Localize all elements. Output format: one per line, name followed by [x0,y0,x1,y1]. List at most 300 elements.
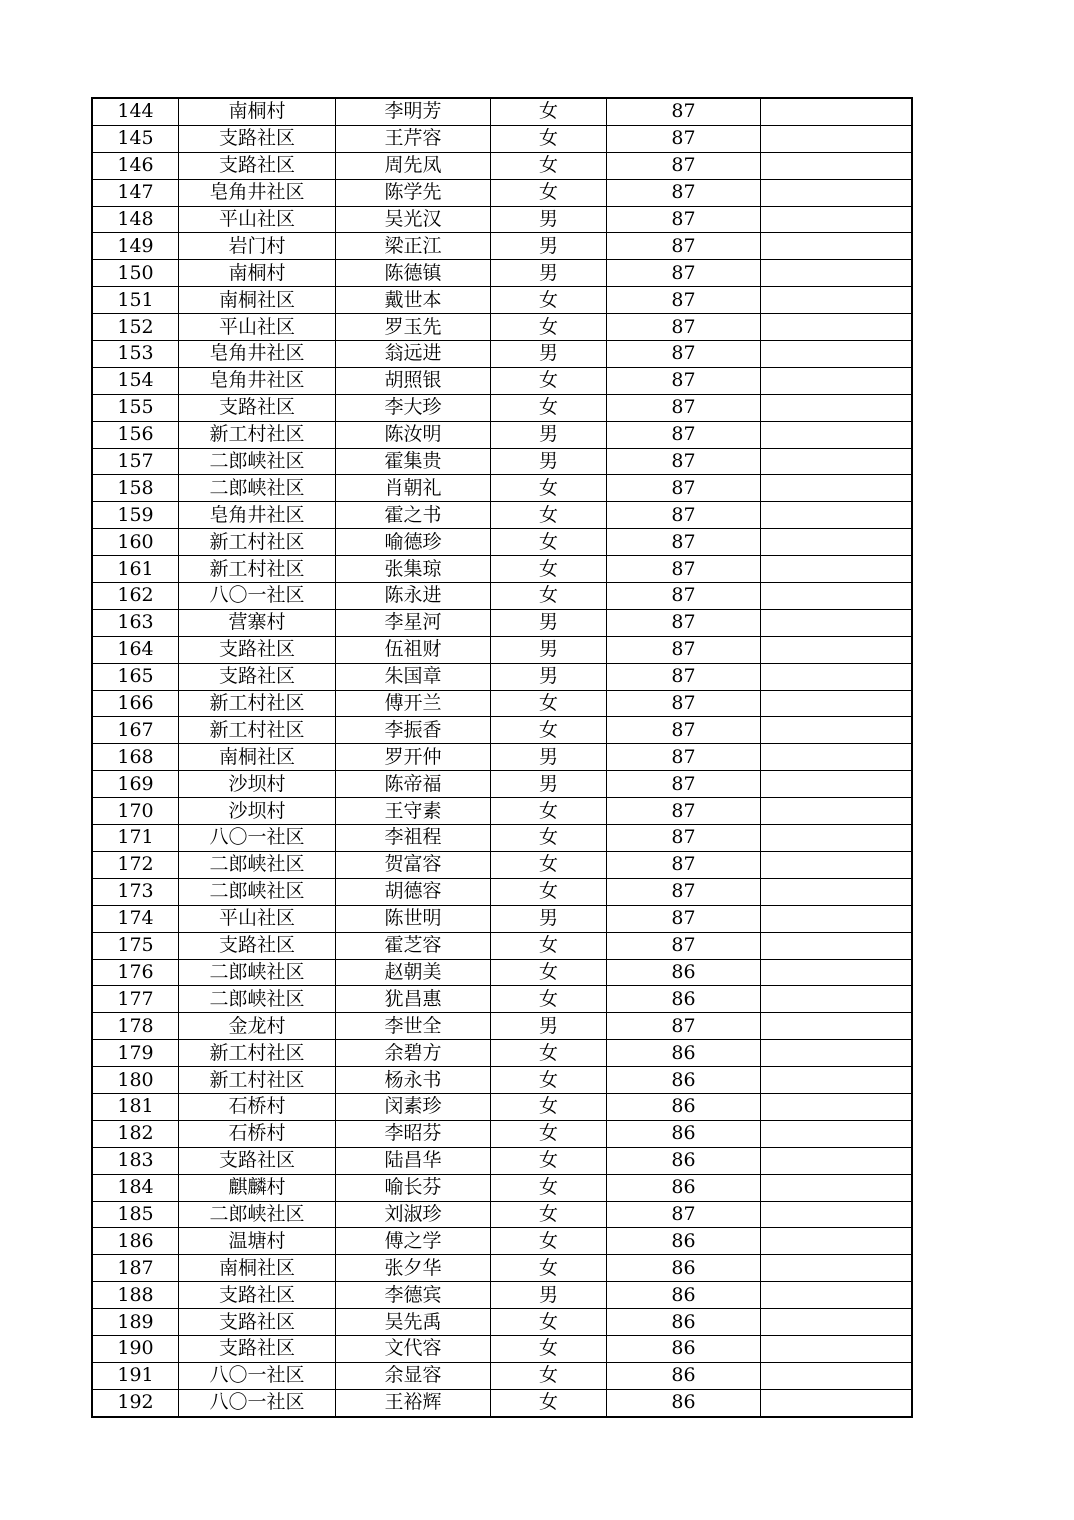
name-cell: 李德宾 [336,1282,491,1309]
remark-cell [761,1389,913,1416]
name-cell: 王芹容 [336,125,491,152]
score-cell: 86 [607,1120,761,1147]
score-cell: 87 [607,529,761,556]
name-cell: 杨永书 [336,1067,491,1094]
name-cell: 罗玉先 [336,314,491,341]
remark-cell [761,878,913,905]
remark-cell [761,1228,913,1255]
name-cell: 陈德镇 [336,260,491,287]
table-row [92,986,912,1013]
score-cell: 87 [607,798,761,825]
row-number-cell: 163 [92,609,179,636]
community-cell: 支路社区 [179,663,336,690]
score-cell: 86 [607,1147,761,1174]
name-cell: 胡德容 [336,878,491,905]
score-cell: 87 [607,287,761,314]
table-row [92,636,912,663]
gender-cell: 女 [491,959,607,986]
table-row [92,1201,912,1228]
gender-cell: 女 [491,1120,607,1147]
score-cell: 87 [607,260,761,287]
name-cell: 王守素 [336,798,491,825]
remark-cell [761,125,913,152]
name-cell: 贺富容 [336,851,491,878]
gender-cell: 女 [491,932,607,959]
row-number-cell: 159 [92,502,179,529]
table-row [92,1282,912,1309]
remark-cell [761,851,913,878]
community-cell: 平山社区 [179,206,336,233]
gender-cell: 男 [491,206,607,233]
remark-cell [761,1120,913,1147]
row-number-cell: 168 [92,744,179,771]
remark-cell [761,421,913,448]
name-cell: 喻长芬 [336,1174,491,1201]
table-row [92,932,912,959]
row-number-cell: 145 [92,125,179,152]
community-cell: 二郎峡社区 [179,986,336,1013]
name-cell: 陈世明 [336,905,491,932]
name-cell: 肖朝礼 [336,475,491,502]
remark-cell [761,905,913,932]
remark-cell [761,314,913,341]
name-cell: 王裕辉 [336,1389,491,1416]
row-number-cell: 156 [92,421,179,448]
community-cell: 二郎峡社区 [179,1201,336,1228]
table-row [92,878,912,905]
community-cell: 支路社区 [179,1309,336,1336]
table-row [92,1120,912,1147]
table-row [92,1040,912,1067]
gender-cell: 女 [491,798,607,825]
community-cell: 八〇一社区 [179,1389,336,1416]
name-cell: 霍集贵 [336,448,491,475]
score-cell: 87 [607,636,761,663]
row-number-cell: 161 [92,556,179,583]
gender-cell: 女 [491,1255,607,1282]
community-cell: 二郎峡社区 [179,475,336,502]
community-cell: 二郎峡社区 [179,851,336,878]
name-cell: 陈帝福 [336,771,491,798]
score-cell: 86 [607,1228,761,1255]
table-row [92,905,912,932]
row-number-cell: 146 [92,152,179,179]
row-number-cell: 160 [92,529,179,556]
table-row [92,206,912,233]
score-cell: 87 [607,851,761,878]
gender-cell: 女 [491,1147,607,1174]
name-cell: 刘淑珍 [336,1201,491,1228]
row-number-cell: 144 [92,98,179,125]
row-number-cell: 158 [92,475,179,502]
row-number-cell: 147 [92,179,179,206]
gender-cell: 男 [491,905,607,932]
name-cell: 闵素珍 [336,1093,491,1120]
row-number-cell: 153 [92,341,179,368]
remark-cell [761,206,913,233]
remark-cell [761,744,913,771]
score-cell: 87 [607,233,761,260]
remark-cell [761,959,913,986]
name-cell: 戴世本 [336,287,491,314]
community-cell: 新工村社区 [179,1067,336,1094]
gender-cell: 男 [491,771,607,798]
row-number-cell: 171 [92,825,179,852]
name-cell: 傅开兰 [336,690,491,717]
remark-cell [761,1255,913,1282]
remark-cell [761,798,913,825]
table-row [92,851,912,878]
community-cell: 平山社区 [179,314,336,341]
community-cell: 南桐社区 [179,287,336,314]
name-cell: 余显容 [336,1362,491,1389]
row-number-cell: 166 [92,690,179,717]
community-cell: 新工村社区 [179,556,336,583]
community-cell: 皂角井社区 [179,179,336,206]
community-cell: 南桐村 [179,98,336,125]
gender-cell: 男 [491,421,607,448]
table-row [92,1013,912,1040]
name-cell: 翁远进 [336,341,491,368]
table-row [92,1174,912,1201]
gender-cell: 男 [491,744,607,771]
name-cell: 喻德珍 [336,529,491,556]
table-row [92,394,912,421]
remark-cell [761,448,913,475]
table-row [92,341,912,368]
table-row [92,1255,912,1282]
community-cell: 岩门村 [179,233,336,260]
community-cell: 皂角井社区 [179,502,336,529]
score-cell: 87 [607,932,761,959]
row-number-cell: 182 [92,1120,179,1147]
community-cell: 八〇一社区 [179,1362,336,1389]
score-cell: 86 [607,959,761,986]
remark-cell [761,1335,913,1362]
row-number-cell: 150 [92,260,179,287]
gender-cell: 女 [491,394,607,421]
table-row [92,421,912,448]
score-cell: 86 [607,1282,761,1309]
gender-cell: 女 [491,690,607,717]
gender-cell: 女 [491,152,607,179]
score-cell: 87 [607,394,761,421]
remark-cell [761,152,913,179]
row-number-cell: 189 [92,1309,179,1336]
community-cell: 南桐社区 [179,1255,336,1282]
row-number-cell: 172 [92,851,179,878]
remark-cell [761,636,913,663]
community-cell: 沙坝村 [179,771,336,798]
score-cell: 87 [607,502,761,529]
table-row [92,179,912,206]
table-row [92,502,912,529]
remark-cell [761,771,913,798]
gender-cell: 女 [491,98,607,125]
table-row [92,367,912,394]
name-cell: 李大珍 [336,394,491,421]
gender-cell: 女 [491,878,607,905]
score-cell: 86 [607,1335,761,1362]
table-row [92,529,912,556]
gender-cell: 女 [491,367,607,394]
community-cell: 新工村社区 [179,421,336,448]
remark-cell [761,529,913,556]
name-cell: 胡照银 [336,367,491,394]
remark-cell [761,556,913,583]
community-cell: 沙坝村 [179,798,336,825]
gender-cell: 女 [491,986,607,1013]
gender-cell: 女 [491,1067,607,1094]
name-cell: 赵朝美 [336,959,491,986]
gender-cell: 女 [491,287,607,314]
table-row [92,1389,912,1416]
score-cell: 87 [607,206,761,233]
gender-cell: 男 [491,1282,607,1309]
score-cell: 86 [607,1093,761,1120]
gender-cell: 女 [491,1228,607,1255]
name-cell: 周先凤 [336,152,491,179]
gender-cell: 男 [491,609,607,636]
table-row [92,771,912,798]
score-cell: 86 [607,1040,761,1067]
remark-cell [761,583,913,610]
gender-cell: 女 [491,1335,607,1362]
community-cell: 支路社区 [179,1147,336,1174]
gender-cell: 女 [491,851,607,878]
gender-cell: 女 [491,825,607,852]
row-number-cell: 167 [92,717,179,744]
remark-cell [761,1093,913,1120]
community-cell: 新工村社区 [179,690,336,717]
name-cell: 罗开仲 [336,744,491,771]
gender-cell: 男 [491,341,607,368]
remark-cell [761,1282,913,1309]
gender-cell: 女 [491,1201,607,1228]
community-cell: 石桥村 [179,1120,336,1147]
name-cell: 朱国章 [336,663,491,690]
remark-cell [761,986,913,1013]
row-number-cell: 190 [92,1335,179,1362]
community-cell: 二郎峡社区 [179,878,336,905]
remark-cell [761,233,913,260]
remark-cell [761,1013,913,1040]
gender-cell: 女 [491,1309,607,1336]
table-row [92,609,912,636]
remark-cell [761,1147,913,1174]
gender-cell: 女 [491,1040,607,1067]
table-row [92,1093,912,1120]
table-row [92,959,912,986]
community-cell: 皂角井社区 [179,367,336,394]
row-number-cell: 157 [92,448,179,475]
gender-cell: 女 [491,1362,607,1389]
score-cell: 87 [607,717,761,744]
row-number-cell: 188 [92,1282,179,1309]
remark-cell [761,1362,913,1389]
gender-cell: 女 [491,556,607,583]
row-number-cell: 155 [92,394,179,421]
community-cell: 麒麟村 [179,1174,336,1201]
name-cell: 犹昌惠 [336,986,491,1013]
gender-cell: 女 [491,125,607,152]
score-cell: 87 [607,771,761,798]
score-cell: 87 [607,878,761,905]
row-number-cell: 154 [92,367,179,394]
score-cell: 87 [607,1201,761,1228]
name-cell: 李昭芬 [336,1120,491,1147]
row-number-cell: 173 [92,878,179,905]
row-number-cell: 170 [92,798,179,825]
score-cell: 86 [607,1389,761,1416]
row-number-cell: 186 [92,1228,179,1255]
name-cell: 张夕华 [336,1255,491,1282]
table-row [92,1362,912,1389]
score-cell: 87 [607,152,761,179]
score-cell: 87 [607,690,761,717]
community-cell: 金龙村 [179,1013,336,1040]
table-row [92,98,912,125]
name-cell: 吴先禹 [336,1309,491,1336]
gender-cell: 男 [491,260,607,287]
row-number-cell: 149 [92,233,179,260]
community-cell: 营寨村 [179,609,336,636]
community-cell: 支路社区 [179,636,336,663]
name-cell: 张集琼 [336,556,491,583]
gender-cell: 女 [491,1093,607,1120]
community-cell: 二郎峡社区 [179,959,336,986]
remark-cell [761,690,913,717]
score-cell: 87 [607,179,761,206]
community-cell: 支路社区 [179,152,336,179]
score-cell: 87 [607,905,761,932]
community-cell: 支路社区 [179,932,336,959]
name-cell: 伍祖财 [336,636,491,663]
remark-cell [761,1040,913,1067]
row-number-cell: 183 [92,1147,179,1174]
score-cell: 86 [607,1174,761,1201]
remark-cell [761,663,913,690]
row-number-cell: 164 [92,636,179,663]
score-cell: 87 [607,609,761,636]
name-cell: 陈永进 [336,583,491,610]
remark-cell [761,1174,913,1201]
table-row [92,125,912,152]
score-cell: 86 [607,1362,761,1389]
remark-cell [761,1309,913,1336]
name-cell: 吴光汉 [336,206,491,233]
score-cell: 87 [607,1013,761,1040]
table-row [92,1147,912,1174]
score-cell: 87 [607,367,761,394]
table-row [92,1228,912,1255]
score-cell: 87 [607,744,761,771]
gender-cell: 女 [491,717,607,744]
remark-cell [761,1067,913,1094]
row-number-cell: 174 [92,905,179,932]
community-cell: 温塘村 [179,1228,336,1255]
name-cell: 陈汝明 [336,421,491,448]
community-cell: 南桐社区 [179,744,336,771]
name-cell: 李祖程 [336,825,491,852]
score-cell: 87 [607,314,761,341]
score-cell: 87 [607,448,761,475]
table-row [92,583,912,610]
gender-cell: 男 [491,448,607,475]
table-row [92,448,912,475]
name-cell: 傅之学 [336,1228,491,1255]
gender-cell: 女 [491,1174,607,1201]
name-cell: 文代容 [336,1335,491,1362]
community-cell: 新工村社区 [179,1040,336,1067]
community-cell: 八〇一社区 [179,825,336,852]
community-cell: 支路社区 [179,1335,336,1362]
row-number-cell: 184 [92,1174,179,1201]
row-number-cell: 178 [92,1013,179,1040]
name-cell: 余碧方 [336,1040,491,1067]
remark-cell [761,179,913,206]
remark-cell [761,717,913,744]
name-cell: 霍芝容 [336,932,491,959]
table-row [92,556,912,583]
community-cell: 二郎峡社区 [179,448,336,475]
row-number-cell: 177 [92,986,179,1013]
gender-cell: 男 [491,1013,607,1040]
community-cell: 皂角井社区 [179,341,336,368]
row-number-cell: 192 [92,1389,179,1416]
remark-cell [761,1201,913,1228]
table-row [92,744,912,771]
gender-cell: 女 [491,502,607,529]
table-row [92,1067,912,1094]
remark-cell [761,825,913,852]
community-cell: 新工村社区 [179,717,336,744]
table-row [92,663,912,690]
name-cell: 霍之书 [336,502,491,529]
community-cell: 支路社区 [179,1282,336,1309]
score-cell: 87 [607,556,761,583]
name-cell: 李明芳 [336,98,491,125]
name-cell: 梁正江 [336,233,491,260]
remark-cell [761,609,913,636]
gender-cell: 女 [491,1389,607,1416]
score-cell: 87 [607,125,761,152]
remark-cell [761,932,913,959]
table-row [92,260,912,287]
score-cell: 87 [607,663,761,690]
community-cell: 平山社区 [179,905,336,932]
score-cell: 87 [607,421,761,448]
gender-cell: 女 [491,179,607,206]
remark-cell [761,502,913,529]
gender-cell: 女 [491,475,607,502]
row-number-cell: 185 [92,1201,179,1228]
name-cell: 李振香 [336,717,491,744]
remark-cell [761,475,913,502]
roster-table [91,97,913,1418]
row-number-cell: 191 [92,1362,179,1389]
table-row [92,314,912,341]
community-cell: 石桥村 [179,1093,336,1120]
community-cell: 八〇一社区 [179,583,336,610]
remark-cell [761,341,913,368]
table-row [92,152,912,179]
row-number-cell: 187 [92,1255,179,1282]
score-cell: 86 [607,1067,761,1094]
score-cell: 87 [607,98,761,125]
table-row [92,1309,912,1336]
score-cell: 86 [607,1309,761,1336]
